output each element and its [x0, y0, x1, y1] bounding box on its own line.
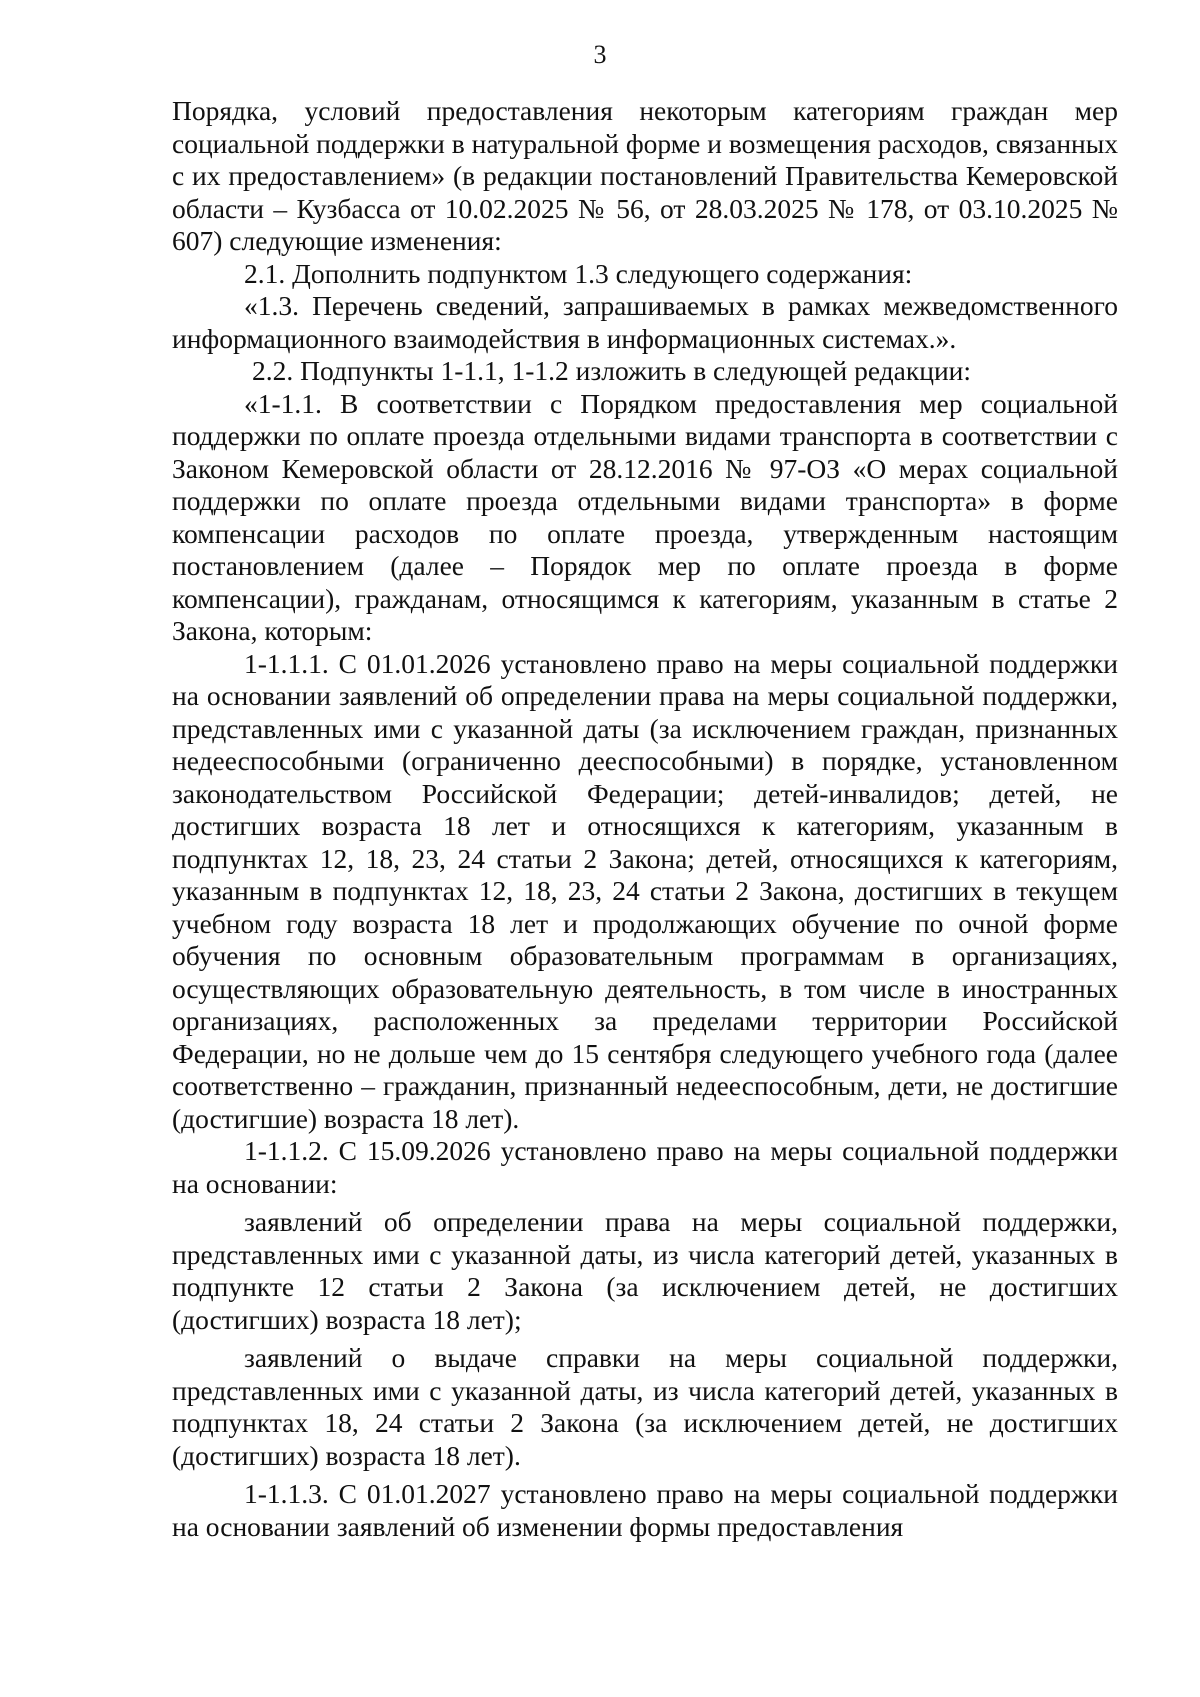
paragraph-1-1-1: «1-1.1. В соответствии с Порядком предоставления мер социальной поддержки по оплате проезда отдельными видами транспорта в соответствии с Законом Кемеровской области от 28.12.2016 № 97-ОЗ «О мерах социальной поддержки по оплате проезда отдельными видами транспорта» в форме компенсации расходов по оплате проезда, утвержденным настоящим постановлением (далее – Порядок мер по оплате проезда в форме компенсации), гражданам, относящимся к категориям, указанным в статье 2 Закона, которым: [172, 387, 1118, 646]
paragraph-1-1-1-3: 1-1.1.3. С 01.01.2027 установлено право на меры социальной поддержки на основании заявлений об изменении формы предоставления [172, 1478, 1118, 1542]
paragraph-applications-1: заявлений об определении права на меры социальной поддержки, представленных ими с указанной даты, из числа категорий детей, указанных в подпункте 12 статьи 2 Закона (за исключением детей, не достигших (достигших) возраста 18 лет); [172, 1206, 1118, 1335]
paragraph-intro: Порядка, условий предоставления некоторым категориям граждан мер социальной поддержки в натуральной форме и возмещения расходов, связанных с их предоставлением» (в редакции постановлений Правительства Кемеровской области – Кузбасса от 10.02.2025 № 56, от 28.03.2025 № 178, от 03.10.2025 № 607) следующие изменения: [172, 95, 1118, 256]
paragraph-2-1: 2.1. Дополнить подпунктом 1.3 следующего содержания: [244, 257, 913, 289]
paragraph-1-3-quote: «1.3. Перечень сведений, запрашиваемых в рамках межведомственного информационного взаимодействия в информационных системах.». [172, 290, 1118, 354]
paragraph-1-1-1-2: 1-1.1.2. С 15.09.2026 установлено право на меры социальной поддержки на основании: [172, 1135, 1118, 1199]
paragraph-1-1-1-1: 1-1.1.1. С 01.01.2026 установлено право на меры социальной поддержки на основании заявлений об определении права на меры социальной поддержки, представленных ими с указанной даты (за исключением граждан, признанных недееспособными (ограниченно дееспособными) в порядке, установленном законодательством Российской Федерации; детей-инвалидов; детей, не достигших возраста 18 лет и относящихся к категориям, указанным в подпунктах 12, 18, 23, 24 статьи 2 Закона; детей, относящихся к категориям, указанным в подпунктах 12, 18, 23, 24 статьи 2 Закона, достигших в текущем учебном году возраста 18 лет и продолжающих обучение по очной форме обучения по основным образовательным программам в организациях, осуществляющих образовательную деятельность, в том числе в иностранных организациях, расположенных за пределами территории Российской Федерации, но не дольше чем до 15 сентября следующего учебного года (далее соответственно – гражданин, признанный недееспособным, дети, не достигшие (достигшие) возраста 18 лет). [172, 647, 1118, 1134]
paragraph-2-2: 2.2. Подпункты 1-1.1, 1-1.2 изложить в следующей редакции: [252, 355, 972, 386]
document-body [172, 95, 1118, 1543]
paragraph-applications-2: заявлений о выдаче справки на меры социальной поддержки, представленных ими с указанной даты, из числа категорий детей, указанных в подпунктах 18, 24 статьи 2 Закона (за исключением детей, не достигших (достигших) возраста 18 лет). [172, 1342, 1118, 1471]
page-number: 3 [593, 40, 607, 69]
